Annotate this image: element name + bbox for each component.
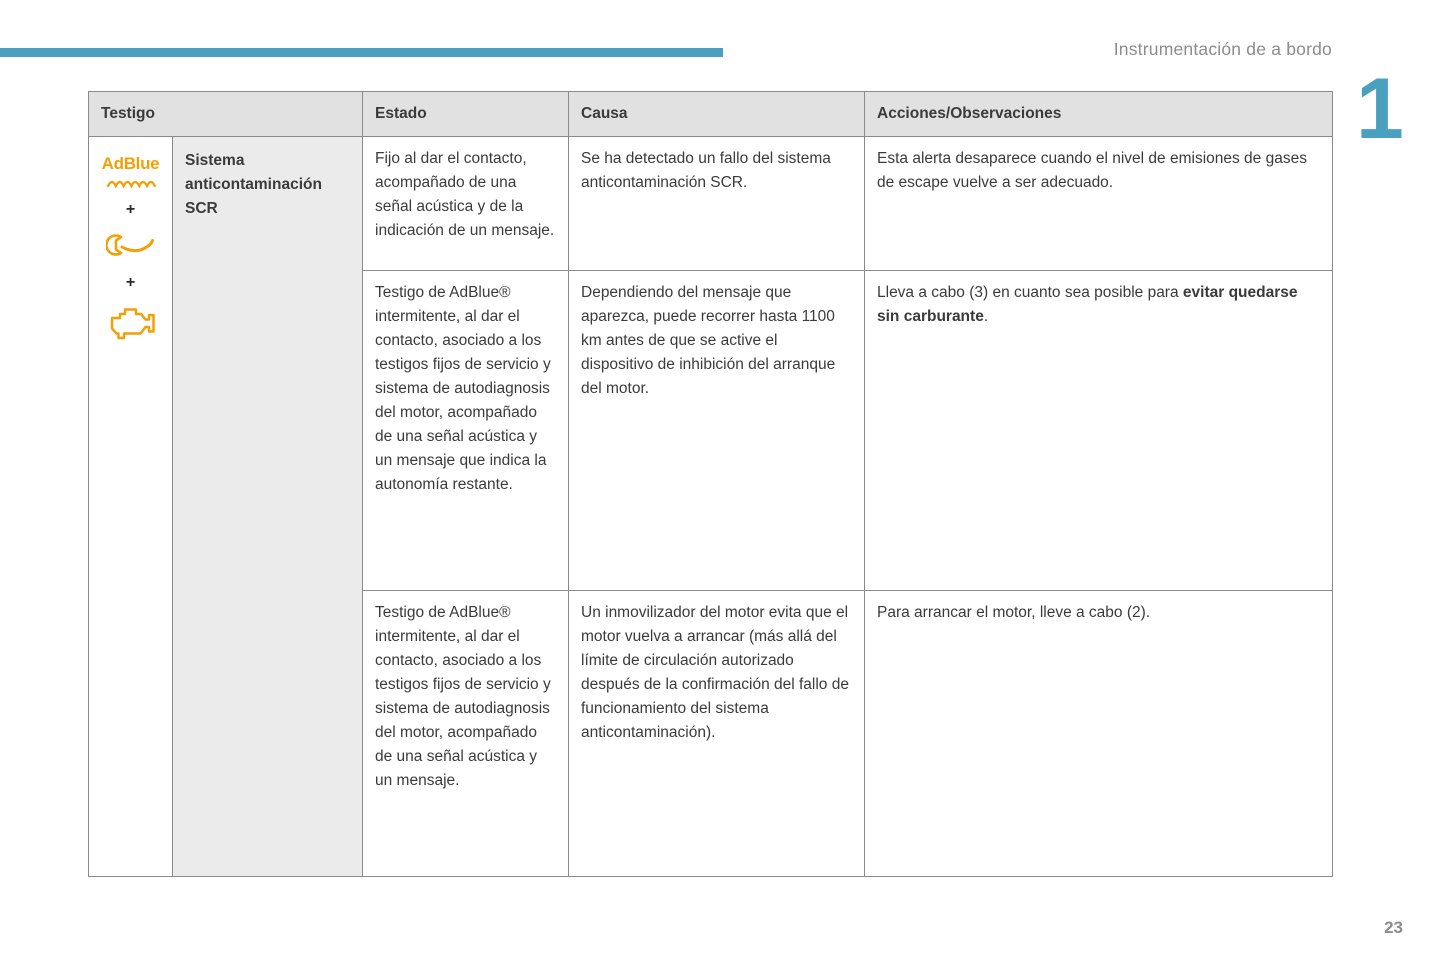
adblue-label: AdBlue: [101, 154, 160, 173]
plus-sign: +: [125, 274, 136, 292]
acciones-text-end: .: [983, 308, 989, 326]
page-number: 23: [1384, 918, 1403, 937]
check-engine-icon: [107, 304, 155, 340]
acciones-text: Lleva a cabo (3) en cuanto sea posible para: [877, 284, 1183, 301]
col-header-acciones: Acciones/Observaciones: [865, 92, 1333, 137]
col-header-causa: Causa: [569, 92, 865, 137]
estado-cell: Fijo al dar el contacto, acompañado de una señal acústica y de la indicación de un mensaje.: [363, 137, 569, 271]
warning-icons-cell: [89, 137, 173, 877]
warning-table: [88, 91, 1333, 877]
estado-cell: Testigo de AdBlue® intermitente, al dar el contacto, asociado a los testigos fijos de servicio y sistema de autodiagnosis del motor, acompañado de una señal acústica y un mensaje que indica la autonomía restante.: [363, 271, 569, 591]
chapter-number: 1: [1356, 61, 1404, 157]
acciones-cell: [865, 271, 1333, 591]
table-header-row: [89, 92, 1333, 137]
acciones-cell: Para arrancar el motor, lleve a cabo (2).: [865, 591, 1333, 877]
col-header-estado: Estado: [363, 92, 569, 137]
system-label-cell: Sistema anticontaminación SCR: [173, 137, 363, 877]
adblue-waves-icon: [106, 178, 156, 188]
service-wrench-icon: [106, 231, 156, 261]
col-header-testigo: Testigo: [89, 92, 363, 137]
estado-cell: Testigo de AdBlue® intermitente, al dar el contacto, asociado a los testigos fijos de servicio y sistema de autodiagnosis del motor, acompañado de una señal acústica y un mensaje.: [363, 591, 569, 877]
page-header-title: Instrumentación de a bordo: [1113, 39, 1332, 59]
table-row: [89, 137, 1333, 271]
causa-cell: Se ha detectado un fallo del sistema anticontaminación SCR.: [569, 137, 865, 271]
acciones-cell: Esta alerta desaparece cuando el nivel de emisiones de gases de escape vuelve a ser adecuado.: [865, 137, 1333, 271]
acciones-bold-text: evitar quedarse sin carburante: [877, 284, 1298, 326]
causa-cell: Un inmovilizador del motor evita que el motor vuelva a arrancar (más allá del límite de circulación autorizado después de la confirmación del fallo de funcionamiento del sistema anticontaminación).: [569, 591, 865, 877]
header-accent-bar: [0, 48, 723, 57]
adblue-logo: [93, 151, 168, 188]
causa-cell: Dependiendo del mensaje que aparezca, puede recorrer hasta 1100 km antes de que se active el dispositivo de inhibición del arranque del motor.: [569, 271, 865, 591]
plus-sign: +: [125, 201, 136, 219]
